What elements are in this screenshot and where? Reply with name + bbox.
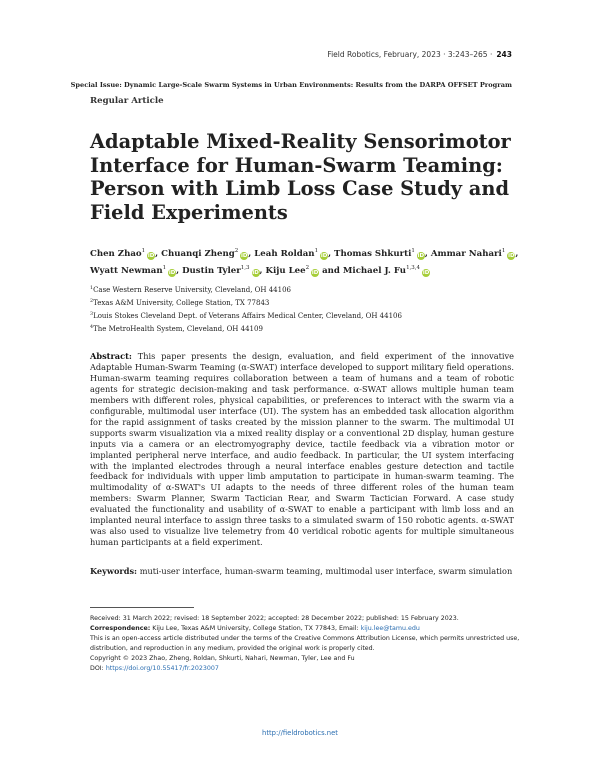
email-link[interactable]: kiju.lee@tamu.edu	[360, 625, 420, 633]
orcid-icon[interactable]: iD	[241, 253, 248, 259]
author: Chen Zhao$^1$iD	[90, 248, 155, 259]
orcid-icon[interactable]: iD	[422, 270, 430, 277]
article-info	[90, 614, 520, 675]
page-number: 243	[496, 50, 512, 59]
copyright: Copyright © 2023 Zhao, Zheng, Roldan, Shkurti, Nahari, Newman, Tyler, Lee and Fu	[90, 655, 355, 663]
abstract-text: This paper presents the design, evaluation, and field experiment of the innovative Adaptable Human-Swarm Teaming (α-SWAT) interface developed to support military field operations. Human-swarm teaming requires collaboration between a team of humans and a team of robotic agents for strategic decision-making and task performance. α-SWAT allows multiple human team members with different roles, physical capabilities, or preferences to interact with the swarm via a configurable, multimodal user interface (UI). The system has an embedded task allocation algorithm for the rapid assignment of tasks created by the mission planner to the swarm. The multimodal UI supports swarm visualization via a mixed reality display or a conventional 2D display, human gesture inputs via a camera or an electromyography device, tactile feedback via a vibration motor or implanted peripheral nerve interface, and audio feedback. In particular, the UI system interfacing with the implanted electrodes through a neural interface enables gesture detection and tactile feedback for individuals with upper limb amputation to participate in human-swarm teaming. The multimodality of α-SWAT's UI adapts to the needs of three different roles of the human team members: Swarm Planner, Swarm Tactician Rear, and Swarm Tactician Forward. A case study evaluated the functionality and usability of α-SWAT to enable a participant with limb loss and an implanted neural interface to assign three tasks to a simulated swarm of 150 robotic agents. α-SWAT was also used to visualize live telemetry from 40 veridical robotic agents for multiple simultaneous human participants at a field experiment.	[90, 351, 514, 548]
paper-title: Adaptable Mixed-Reality Sensorimotor Interface for Human-Swarm Teaming: Person with Limb Loss Case Study and Field Experiments	[90, 130, 511, 224]
article-type: Regular Article	[90, 96, 164, 106]
running-head	[327, 50, 512, 59]
author: Kiju Lee$^2$iD	[265, 265, 319, 277]
orcid-icon[interactable]: iD	[320, 253, 328, 259]
author-list: Chen Zhao$^1$iD, Chuanqi Zheng$^2$iD, Leah Roldan$^1$iD, Thomas Shkurti$^1$iD, Ammar Nahari$^1$iD, Wyatt Newman$^1$iD, Dustin Tyler$^{1,3}$iD, Kiju Lee$^2$iD and Michael J. Fu$^{1,3,4}$iD	[90, 248, 519, 277]
affiliation: $^1$Case Western Reserve University, Cleveland, OH 44106	[90, 286, 291, 294]
affiliation: $^3$Louis Stokes Cleveland Dept. of Veterans Affairs Medical Center, Cleveland, OH 44106	[90, 312, 402, 321]
affiliation: $^4$The MetroHealth System, Cleveland, OH 44109	[90, 325, 263, 334]
affiliation-list	[90, 283, 520, 335]
keywords-label: Keywords:	[90, 566, 138, 576]
running-head-text: Field Robotics, February, 2023 · 3:243–265 ·	[327, 50, 493, 59]
abstract	[90, 351, 514, 548]
correspondence: Correspondence: Kiju Lee, Texas A&M University, College Station, TX 77843, Email: kiju.lee@tamu.edu	[90, 625, 420, 633]
author: Ammar Nahari$^1$iD	[430, 248, 515, 259]
author: Dustin Tyler$^{1,3}$iD	[182, 265, 259, 277]
author: Thomas Shkurti$^1$iD	[334, 248, 425, 259]
author: Michael J. Fu$^{1,3,4}$iD	[342, 265, 430, 277]
orcid-icon[interactable]: iD	[508, 253, 515, 259]
doi-link[interactable]: https://doi.org/10.55417/fr.2023007	[105, 665, 219, 673]
doi: DOI: https://doi.org/10.55417/fr.2023007	[90, 665, 219, 673]
article-dates: Received: 31 March 2022; revised: 18 September 2022; accepted: 28 December 2022; published: 15 February 2023.	[90, 615, 459, 622]
orcid-icon[interactable]: iD	[147, 253, 155, 259]
orcid-icon[interactable]: iD	[311, 270, 319, 277]
footnote-divider	[90, 607, 194, 608]
orcid-icon[interactable]: iD	[168, 270, 176, 277]
keywords	[90, 566, 514, 577]
author-conjunction: and	[322, 266, 340, 277]
keywords-text: muti-user interface, human-swarm teaming, multimodal user interface, swarm simulation	[139, 566, 513, 576]
author: Chuanqi Zheng$^2$iD	[161, 248, 248, 259]
affiliation: $^2$Texas A&M University, College Station, TX 77843	[90, 299, 270, 308]
orcid-icon[interactable]: iD	[417, 253, 425, 259]
author: Leah Roldan$^1$iD	[254, 248, 328, 259]
abstract-label: Abstract:	[90, 351, 132, 361]
special-issue-line: Special Issue: Dynamic Large-Scale Swarm Systems in Urban Environments: Results from the DARPA OFFSET Program	[70, 81, 512, 89]
orcid-icon[interactable]: iD	[252, 270, 259, 277]
author: Wyatt Newman$^1$iD	[90, 265, 176, 277]
journal-url-link[interactable]: http://fieldrobotics.net	[262, 729, 338, 737]
license-text: This is an open-access article distributed under the terms of the Creative Commons Attribution License, which permits unrestricted use, distribution, and reproduction in any medium, provided the original work is properly cited.	[90, 635, 520, 653]
